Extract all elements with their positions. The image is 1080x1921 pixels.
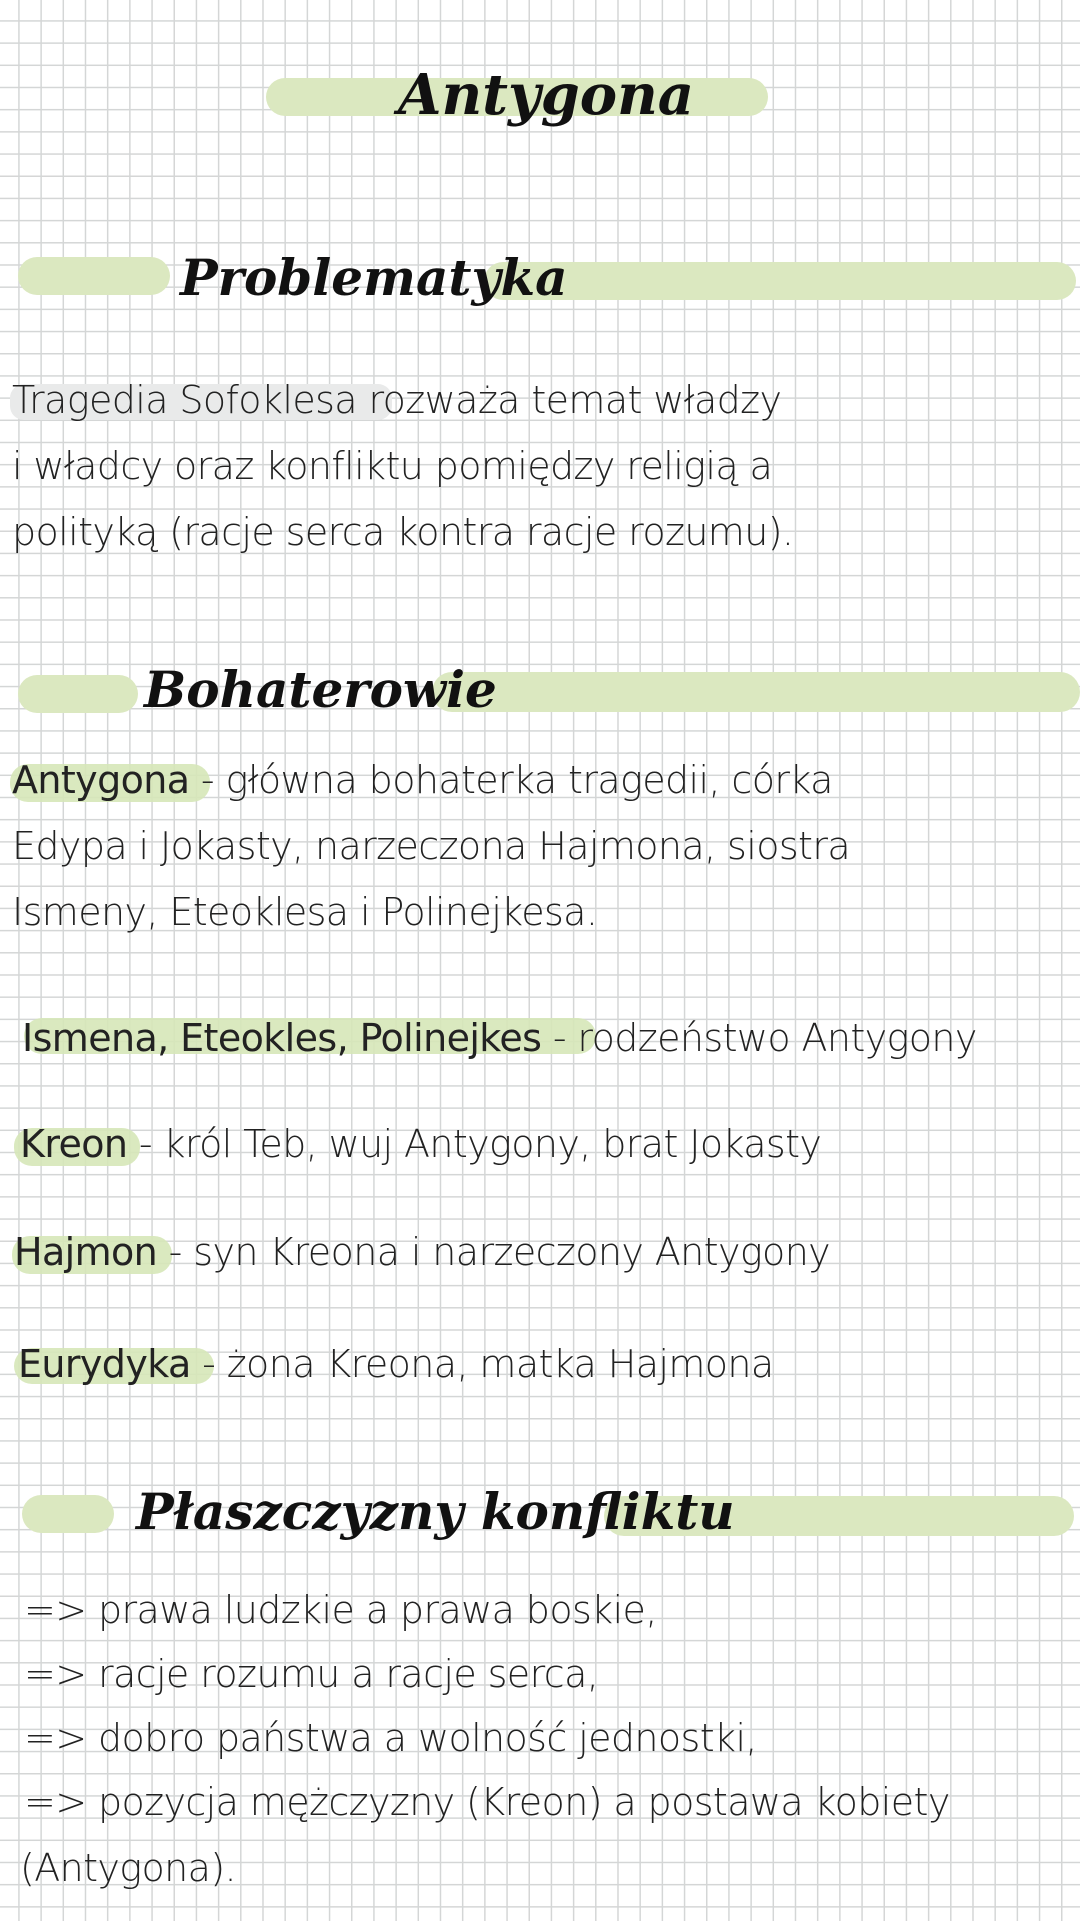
kreon-desc: - król Teb, wuj Antygony, brat Jokasty [127,1122,822,1166]
problems-highlight-left [18,257,170,295]
eurydyka-name: Eurydyka [18,1342,191,1386]
siblings-line [22,1016,977,1060]
conflicts-heading: Płaszczyzny konfliktu [136,1482,735,1541]
problems-heading: Problematyka [180,248,568,307]
kreon-name: Kreon [20,1122,128,1166]
problems-line-1: Tragedia Sofoklesa rozważa temat władzy [12,378,782,422]
hajmon-line [14,1230,830,1274]
characters-highlight-right [432,672,1080,712]
conflict-item-1: => prawa ludzkie a prawa boskie, [24,1588,657,1632]
antygona-line-3: Ismeny, Eteoklesa i Polinejkesa. [12,890,598,934]
eurydyka-desc: - żona Kreona, matka Hajmona [190,1342,774,1386]
conflict-item-4: => pozycja mężczyzny (Kreon) a postawa kobiety [24,1780,950,1824]
siblings-desc: - rodzeństwo Antygony [541,1016,977,1060]
antygona-line-2: Edypa i Jokasty, narzeczona Hajmona, siostra [12,824,851,868]
siblings-name: Ismena, Eteokles, Polinejkes [22,1016,542,1060]
problems-line-2: i władcy oraz konfliktu pomiędzy religią a [12,444,773,488]
antygona-name: Antygona [12,758,190,802]
kreon-line [20,1122,821,1166]
conflict-item-3: => dobro państwa a wolność jednostki, [24,1716,757,1760]
antygona-line-1 [12,758,833,802]
problems-highlight-right [484,262,1076,300]
antygona-desc: - główna bohaterka tragedii, córka [189,758,833,802]
page-title: Antygona [398,62,695,128]
characters-heading: Bohaterowie [144,660,497,719]
conflict-item-5: (Antygona). [20,1846,237,1890]
conflicts-highlight-left [22,1495,114,1533]
characters-highlight-left [18,675,138,713]
conflict-item-2: => racje rozumu a racje serca, [24,1652,599,1696]
eurydyka-line [18,1342,774,1386]
problems-line-3: polityką (racje serca kontra racje rozumu). [12,510,794,554]
hajmon-name: Hajmon [14,1230,158,1274]
hajmon-desc: - syn Kreona i narzeczony Antygony [157,1230,831,1274]
